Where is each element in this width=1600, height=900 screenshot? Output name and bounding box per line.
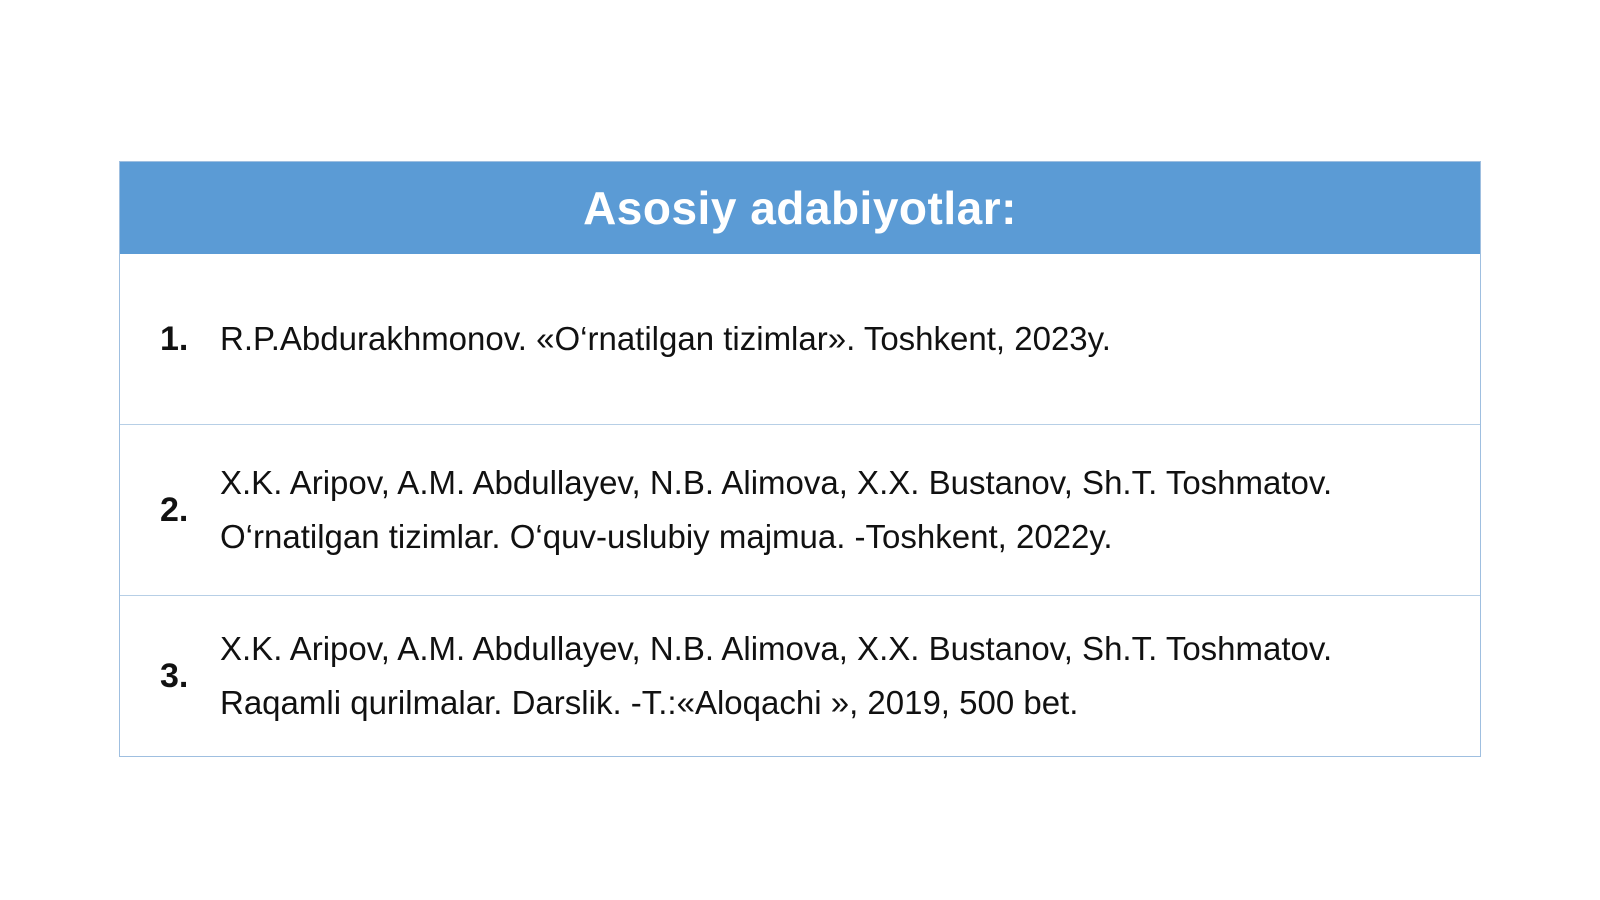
table-row [120, 254, 1480, 424]
reference-line: Raqamli qurilmalar. Darslik. -T.:«Aloqachi », 2019, 500 bet. [220, 684, 1079, 721]
table-row [120, 595, 1480, 756]
item-number: 2. [160, 490, 189, 529]
table-header [120, 162, 1480, 254]
item-number: 3. [160, 656, 189, 695]
item-number: 1. [160, 319, 189, 358]
reference-line: X.K. Aripov, A.M. Abdullayev, N.B. Alimova, X.X. Bustanov, Sh.T. Toshmatov. [220, 630, 1333, 667]
reference-line: O‘rnatilgan tizimlar. O‘quv-uslubiy majmua. -Toshkent, 2022y. [220, 518, 1113, 555]
reference-text [220, 456, 1332, 564]
references-table [119, 161, 1481, 757]
reference-line: R.P.Abdurakhmonov. «O‘rnatilgan tizimlar». Toshkent, 2023y. [220, 320, 1111, 357]
reference-text [220, 622, 1332, 730]
reference-text [220, 312, 1111, 366]
table-row [120, 424, 1480, 595]
table-title: Asosiy adabiyotlar: [583, 182, 1017, 234]
reference-line: X.K. Aripov, A.M. Abdullayev, N.B. Alimova, X.X. Bustanov, Sh.T. Toshmatov. [220, 464, 1333, 501]
